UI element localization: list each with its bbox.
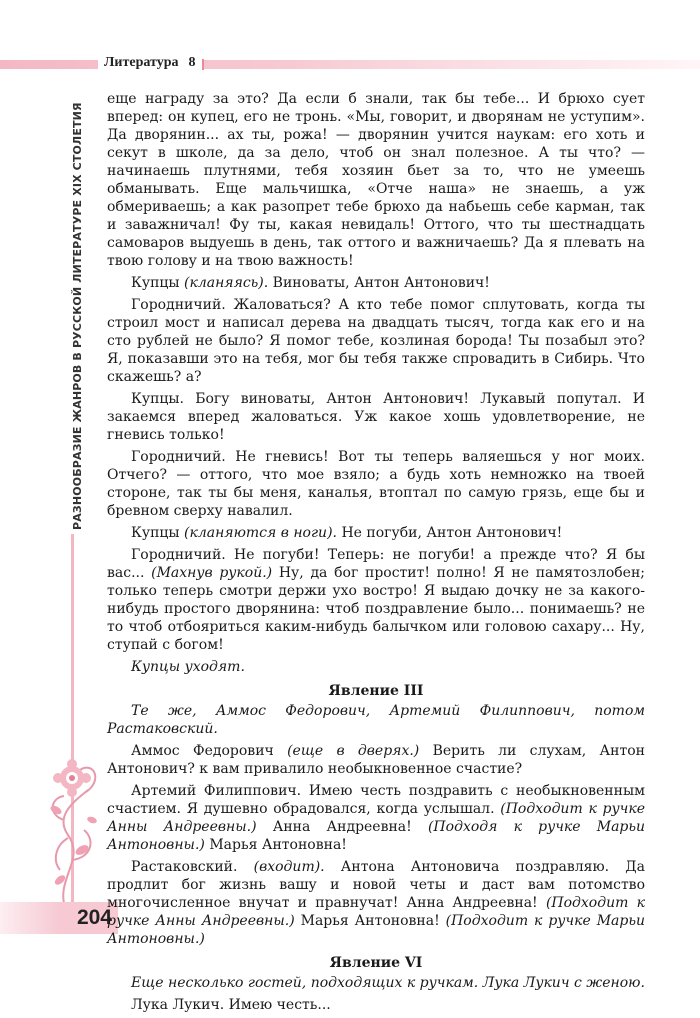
page-number: 204 [60, 902, 118, 934]
scene-heading: Явление III [328, 683, 424, 699]
speech-text: Не погуби, Антон Антонович! [337, 525, 563, 541]
paragraph: Купцы. Богу виноваты, Антон Антонович! Лукавый попутал. И закаемся вперед жаловаться. Уж какое хошь удовлетворение, не гневись только! [107, 391, 645, 443]
scene-heading: Явление VI [329, 955, 423, 971]
speech-text: Ну, да бог простит! полно! Я не памятозлобен; только теперь смотри держи ухо востро! Я выдаю дочку не за какого-нибудь простого дворянина: чтоб поздравление было... понимаешь? не то чтоб отбояриться каким-нибудь балычком или головою сахару... Ну, ступай с богом! [107, 565, 646, 653]
floral-ornament-icon [46, 720, 106, 910]
paragraph: еще награду за это? Да если б знали, так бы тебе... И брюхо сует вперед: он купец, его не тронь. «Мы, говорит, и дворянам не уступим». Да дворянин... ах ты, рожа! — дворянин учится наукам: его хоть и секут в школе, да за дело, чтоб он знал полезное. А ты что? — начинаешь плутнями, тебя хозяин бьет за то, что не умеешь обманывать. Еще мальчишка, «Отче наша» не знаешь, а уж обмериваешь; а как разопрет тебе брюхо да набьешь себе карман, так и заважничал! Фу ты, какая невидаль! Оттого, что ты шестнадцать самоваров выдуешь в день, так оттого и важничаешь? Да я плевать на твою голову и на твою важность! [107, 91, 645, 269]
stage-direction: (кланяясь). [184, 275, 269, 291]
page-body [107, 90, 645, 1018]
speech-text: Анна Андреевна! [256, 819, 428, 835]
speaker-text: Аммос Федорович [131, 743, 288, 759]
paragraph [107, 858, 645, 948]
stage-direction: (входит). [253, 859, 325, 875]
header-grade: 8 [188, 55, 196, 70]
stage-direction: (кланяются в ноги). [184, 525, 337, 541]
speech-text: Городничий. Не погуби! Теперь: не погуби! а прежде что? Я бы вас... [107, 547, 645, 581]
paragraph [107, 524, 645, 542]
speech-text: Марья Антоновна! [294, 913, 446, 929]
stage-direction: (Подходя к ручке Марьи Антоновны.) [107, 819, 646, 853]
stage-direction-line: Еще несколько гостей, подходящих к ручкам. Лука Лукич с женою. [131, 975, 645, 991]
speaker-text: Купцы [131, 275, 184, 291]
speech-text: Марья Антоновна! [204, 837, 347, 853]
stage-direction: (Махнув рукой.) [151, 565, 273, 581]
speech-text: Антона Антоновича поздравляю. Да продлит бог жизнь вашу и новой четы и даст вам потомство многочисленное внучат и правнучат! Анна Андреевна! [107, 859, 645, 911]
stage-direction-line: Те же, Аммос Федорович, Артемий Филиппович, потом Растаковский. [107, 703, 645, 737]
stage-direction: (Подходит к ручке Марьи Антоновны.) [107, 913, 645, 947]
stage-direction-line: Купцы уходят. [131, 659, 245, 675]
section-side-title: РАЗНООБРАЗИЕ ЖАНРОВ В РУССКОЙ ЛИТЕРАТУРЕ XIX СТОЛЕТИЯ [71, 102, 84, 530]
paragraph [107, 782, 645, 854]
paragraph [107, 742, 645, 778]
header-title: Литература [104, 55, 179, 70]
speech-text: Виноваты, Антон Антонович! [268, 275, 490, 291]
running-header [98, 55, 202, 71]
stage-direction: (Подходит к ручке Анны Андреевны.) [107, 801, 645, 835]
stage-direction: (еще в дверях.) [287, 743, 420, 759]
paragraph: Городничий. Жаловаться? А кто тебе помог сплутовать, когда ты строил мост и написал дерева на двадцать тысяч, тогда как его и на сто рублей не было? Я помог тебе, козлиная борода! Ты позабыл это? Я, показавши это на тебя, мог бы тебя также спровадить в Сибирь. Что скажешь? а? [107, 297, 645, 385]
stage-direction: (Подходит к ручке Анны Андреевны.) [107, 895, 646, 929]
speaker-text: Купцы [131, 525, 184, 541]
paragraph [107, 274, 645, 292]
page-number-strip [0, 902, 60, 934]
speech-text: Артемий Филиппович. Имею честь поздравить с необыкновенным счастием. Я душевно обрадовался, когда услышал. [107, 783, 645, 817]
paragraph: Лука Лукич. Имею честь... [131, 997, 331, 1013]
paragraph: Городничий. Не гневись! Вот ты теперь валяешься у ног моих. Отчего? — оттого, что мое взяло; а будь хоть немножко на твоей стороне, так ты бы меня, каналья, втоптал по самую грязь, еще бы и бревном сверху навалил. [107, 449, 645, 519]
speaker-text: Растаковский. [131, 859, 254, 875]
paragraph [107, 546, 645, 654]
speech-text: Верить ли слухам, Антон Антонович? к вам привалило необыкновенное счастие? [107, 743, 645, 777]
